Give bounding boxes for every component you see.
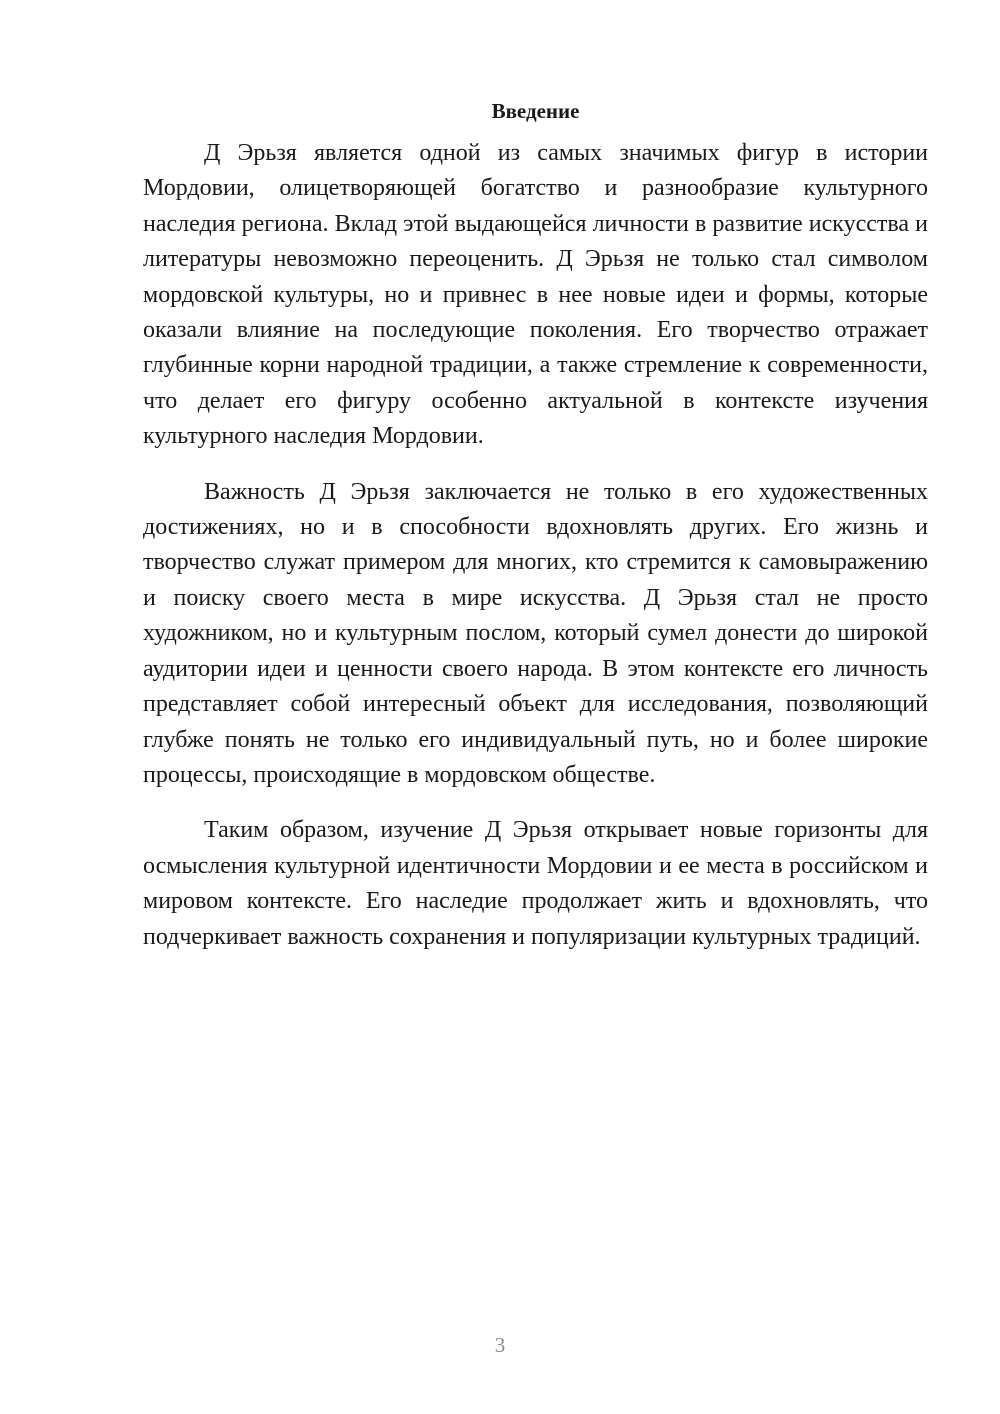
paragraph-2: Важность Д Эрьзя заключается не только в его художественных достижениях, но и в способности вдохновлять других. Его жизнь и творчество служат примером для многих, кто стремится к самовыражению и поиску своего места в мире искусства. Д Эрьзя стал не просто художником, но и культурным послом, который сумел донести до широкой аудитории идеи и ценности своего народа. В этом контексте его личность представляет собой интересный объект для исследования, позволяющий глубже понять не только его индивидуальный путь, но и более широкие процессы, происходящие в мордовском обществе. — [143, 478, 928, 788]
section-title: Введение — [491, 99, 580, 123]
page-content — [143, 96, 928, 975]
page-number: 3 — [494, 1333, 506, 1357]
paragraph-1: Д Эрьзя является одной из самых значимых фигур в истории Мордовии, олицетворяющей богатство и разнообразие культурного наследия региона. Вклад этой выдающейся личности в развитие искусства и литературы невозможно переоценить. Д Эрьзя не только стал символом мордовской культуры, но и привнес в нее новые идеи и формы, которые оказали влияние на последующие поколения. Его творчество отражает глубинные корни народной традиции, а также стремление к современности, что делает его фигуру особенно актуальной в контексте изучения культурного наследия Мордовии. — [143, 140, 928, 450]
paragraph-3: Таким образом, изучение Д Эрьзя открывает новые горизонты для осмысления культурной идентичности Мордовии и ее места в российском и мировом контексте. Его наследие продолжает жить и вдохновлять, что подчеркивает важность сохранения и популяризации культурных традиций. — [143, 817, 928, 950]
